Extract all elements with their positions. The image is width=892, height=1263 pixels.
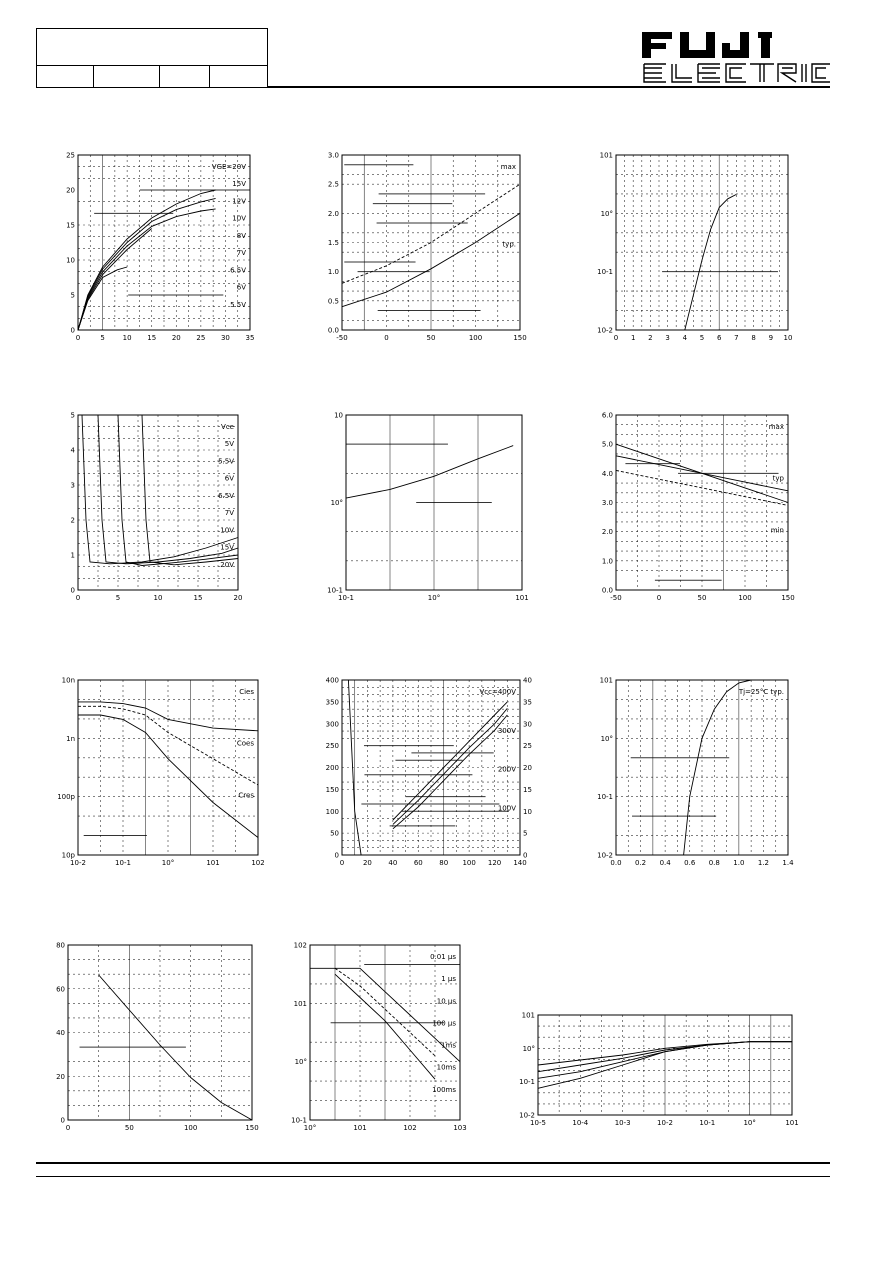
y-tick-label: 101 — [521, 1011, 535, 1020]
x-tick-label: 30 — [220, 334, 230, 342]
x-tick-label: 7 — [734, 334, 739, 342]
curve-label: 10V — [220, 526, 234, 535]
curve-label: 7V — [224, 509, 234, 518]
x-tick-label: 0 — [75, 334, 81, 342]
curve-label: 10 µs — [436, 997, 456, 1006]
series-line — [78, 198, 216, 330]
y-tick-label: 10-1 — [291, 1116, 307, 1125]
x-tick-label: 10-1 — [338, 594, 354, 602]
y2-tick-label: 35 — [523, 698, 532, 707]
x-tick-label: 10° — [743, 1119, 756, 1127]
chart-gate-charge — [316, 670, 536, 880]
y-tick-label: 60 — [56, 985, 65, 994]
x-tick-label: 10-1 — [115, 859, 131, 867]
y2-tick-label: 25 — [523, 742, 532, 751]
y-tick-label: 250 — [325, 742, 339, 751]
x-tick-label: 10-2 — [70, 859, 86, 867]
x-tick-label: 10 — [122, 334, 132, 342]
x-tick-label: 10° — [303, 1124, 317, 1132]
chart-safe-operating-area — [290, 935, 490, 1145]
y-tick-label: 3.0 — [601, 499, 613, 507]
x-tick-label: 10° — [161, 859, 175, 867]
x-tick-label: 120 — [487, 859, 502, 867]
chart-output-characteristics — [40, 145, 260, 355]
curve-label: Coes — [236, 739, 254, 748]
y-tick-label: 4 — [70, 446, 75, 455]
x-tick-label: 25 — [196, 334, 206, 342]
title-block — [36, 28, 268, 88]
y-tick-label: 150 — [325, 785, 339, 794]
y-tick-label: 10-1 — [519, 1078, 535, 1087]
y-tick-label: 101 — [599, 676, 613, 685]
curve-label: 6V — [224, 474, 234, 483]
x-tick-label: 102 — [251, 859, 265, 867]
curve-label: Vcc=400V — [479, 688, 516, 696]
y-tick-label: 10° — [600, 734, 613, 743]
y-tick-label: 10n — [61, 676, 75, 685]
curve-label: VGE=20V — [211, 163, 246, 171]
series-line — [78, 229, 152, 331]
x-tick-label: 140 — [513, 859, 527, 867]
curve-label: 1 µs — [441, 975, 456, 984]
curve-label: 15V — [232, 180, 246, 189]
x-tick-label: 50 — [697, 594, 707, 602]
x-tick-label: 0.4 — [659, 859, 671, 867]
y-tick-label: 10° — [522, 1044, 535, 1053]
curve-label: Cres — [238, 791, 254, 800]
x-tick-label: 1.2 — [757, 859, 769, 867]
x-tick-label: 102 — [403, 1124, 417, 1132]
x-tick-label: 2 — [648, 334, 653, 342]
x-tick-label: 15 — [147, 334, 157, 342]
y-tick-label: 50 — [330, 829, 339, 838]
curve-label: Cies — [239, 688, 254, 696]
x-tick-label: 150 — [245, 1124, 259, 1132]
x-tick-label: 10° — [427, 594, 441, 602]
x-tick-label: 103 — [453, 1124, 467, 1132]
x-tick-label: 0 — [384, 334, 389, 342]
curve-label: max — [500, 163, 516, 171]
curve-label: typ. — [502, 240, 516, 249]
y-tick-label: 6.0 — [601, 411, 613, 420]
y-tick-label: 101 — [293, 999, 307, 1008]
curve-label: 12V — [232, 197, 246, 206]
y2-tick-label: 0 — [523, 851, 528, 860]
curve-label: 100ms — [432, 1085, 456, 1094]
x-tick-label: 35 — [245, 334, 255, 342]
x-tick-label: 20 — [171, 334, 181, 342]
curve-label: max — [768, 423, 784, 431]
x-tick-label: 20 — [362, 859, 372, 867]
x-tick-label: 100 — [468, 334, 483, 342]
curve-label: 10ms — [436, 1063, 456, 1072]
y-tick-label: 5.0 — [601, 440, 613, 449]
x-tick-label: 5 — [100, 334, 105, 342]
series-line — [685, 194, 737, 330]
y-tick-label: 10° — [294, 1058, 307, 1067]
chart-transfer-characteristics — [590, 145, 810, 355]
y-tick-label: 0 — [334, 851, 339, 860]
title-block-top-cell — [37, 29, 267, 66]
y-tick-label: 10° — [600, 209, 613, 218]
y-tick-label: 1.0 — [601, 557, 613, 566]
series-line — [684, 680, 752, 855]
x-tick-label: 0 — [613, 334, 619, 342]
series-line — [82, 415, 238, 564]
chart-power-derating — [40, 935, 260, 1145]
curve-label: 8V — [236, 231, 246, 240]
x-tick-label: -50 — [336, 334, 348, 342]
title-block-cell — [159, 65, 210, 87]
x-tick-label: 100 — [738, 594, 752, 602]
y-tick-label: 0.0 — [327, 326, 339, 335]
y-tick-label: 5 — [70, 411, 75, 420]
curve-label: Vce — [221, 423, 234, 431]
y-tick-label: 2.0 — [601, 528, 613, 537]
y2-tick-label: 40 — [523, 676, 532, 685]
y-tick-label: 3 — [70, 481, 75, 490]
x-tick-label: 10-5 — [530, 1119, 546, 1127]
y-tick-label: 10° — [330, 499, 343, 507]
y-tick-label: 10-1 — [327, 586, 343, 595]
chart-threshold-vs-temperature — [590, 405, 810, 615]
y-tick-label: 5 — [70, 291, 75, 300]
y-tick-label: 2.0 — [327, 209, 339, 218]
y-tick-label: 10 — [66, 256, 75, 265]
y2-tick-label: 20 — [523, 764, 532, 772]
x-tick-label: 4 — [682, 334, 688, 342]
x-tick-label: 1 — [630, 334, 636, 342]
y2-tick-label: 5 — [523, 829, 528, 838]
curve-label: 7V — [236, 249, 246, 258]
curve-label: typ — [772, 474, 784, 483]
x-tick-label: 0.6 — [684, 859, 696, 867]
series-line — [393, 708, 507, 824]
y-tick-label: 0 — [70, 326, 75, 335]
y-tick-label: 1.0 — [327, 268, 339, 277]
chart-capacitance — [40, 670, 265, 880]
x-tick-label: 150 — [781, 594, 795, 602]
curve-label: 300V — [497, 726, 516, 735]
y-tick-label: 1 — [70, 551, 75, 560]
x-tick-label: 0.2 — [635, 859, 647, 867]
curve-label: 1ms — [441, 1041, 456, 1050]
curve-label: 6.5V — [230, 266, 246, 275]
y-tick-label: 2.5 — [327, 180, 339, 189]
y-tick-label: 0.0 — [601, 586, 613, 595]
x-tick-label: -50 — [610, 594, 622, 602]
x-tick-label: 101 — [785, 1119, 799, 1127]
y-tick-label: 25 — [66, 151, 75, 160]
curve-label: min — [770, 526, 784, 535]
x-tick-label: 10-1 — [699, 1119, 716, 1127]
curve-label: 6.5V — [218, 491, 234, 500]
y-tick-label: 300 — [325, 720, 339, 729]
curve-label: 6V — [236, 283, 246, 292]
y-tick-label: 0 — [70, 586, 75, 595]
x-tick-label: 1.4 — [782, 859, 794, 867]
x-tick-label: 10 — [153, 594, 163, 602]
x-tick-label: 0 — [75, 594, 81, 602]
curve-label: 20V — [220, 560, 234, 569]
series-line — [393, 702, 507, 820]
y-tick-label: 102 — [293, 941, 307, 950]
x-tick-label: 0 — [339, 859, 345, 867]
y2-tick-label: 10 — [523, 807, 532, 816]
x-tick-label: 101 — [206, 859, 220, 867]
y-tick-label: 100 — [325, 807, 339, 816]
y-tick-label: 10p — [61, 851, 75, 860]
curve-label: 10V — [232, 214, 246, 223]
series-line — [78, 209, 216, 330]
y-tick-label: 0.5 — [327, 297, 339, 306]
x-tick-label: 5 — [699, 334, 705, 342]
y-tick-label: 20 — [56, 1072, 65, 1081]
y-tick-label: 350 — [325, 698, 339, 707]
y-tick-label: 4.0 — [601, 469, 613, 478]
footer-rule — [36, 1176, 830, 1177]
y-tick-label: 1.5 — [327, 239, 339, 247]
x-tick-label: 101 — [515, 594, 529, 602]
series-line — [346, 446, 513, 499]
y-tick-label: 100p — [57, 793, 75, 802]
x-tick-label: 50 — [426, 334, 436, 342]
x-tick-label: 15 — [193, 594, 203, 602]
x-tick-label: 80 — [439, 859, 449, 867]
y-tick-label: 40 — [56, 1029, 65, 1037]
x-tick-label: 8 — [751, 334, 756, 342]
y-tick-label: 10 — [334, 411, 343, 420]
y-tick-label: 3.0 — [327, 151, 339, 160]
curve-label: 100 µs — [432, 1019, 456, 1028]
title-block-cell — [209, 65, 267, 87]
curve-label: 200V — [497, 765, 516, 774]
x-tick-label: 40 — [388, 859, 398, 867]
y2-tick-label: 15 — [523, 785, 532, 794]
x-tick-label: 100 — [462, 859, 476, 867]
curve-label: 100V — [497, 804, 516, 813]
y-tick-label: 400 — [325, 676, 339, 685]
footer-rule — [36, 1162, 830, 1164]
y-tick-label: 200 — [325, 764, 339, 772]
y-tick-label: 80 — [56, 941, 65, 950]
chart-log-characteristic — [316, 405, 536, 615]
chart-transient-thermal-impedance — [510, 1005, 800, 1145]
x-tick-label: 0 — [656, 594, 662, 602]
curve-label: 5.5V — [218, 457, 234, 466]
curve-label: 0.01 µs — [430, 953, 456, 961]
fuji-electric-logo — [640, 30, 830, 86]
y-tick-label: 2 — [70, 516, 75, 525]
y-tick-label: 20 — [66, 186, 75, 195]
x-tick-label: 0.0 — [610, 859, 622, 867]
x-tick-label: 5 — [115, 594, 121, 602]
y-tick-label: 15 — [66, 221, 75, 230]
x-tick-label: 101 — [353, 1124, 367, 1132]
x-tick-label: 60 — [413, 859, 423, 867]
x-tick-label: 1.0 — [733, 859, 745, 867]
y-tick-label: 10-2 — [519, 1111, 535, 1120]
chart-diode-forward — [590, 670, 810, 880]
x-tick-label: 0.8 — [708, 859, 720, 867]
y-tick-label: 1n — [66, 734, 75, 743]
x-tick-label: 20 — [233, 594, 243, 602]
chart-vce-sat-vs-temperature — [316, 145, 536, 355]
x-tick-label: 6 — [716, 334, 722, 342]
title-block-cell — [93, 65, 160, 87]
y-tick-label: 10-2 — [597, 851, 613, 860]
curve-label: 5.5V — [230, 300, 246, 309]
curve-label: 5V — [224, 440, 234, 449]
x-tick-label: 10-2 — [657, 1119, 673, 1127]
title-block-cell — [37, 65, 94, 87]
x-tick-label: 10-4 — [572, 1119, 589, 1127]
x-tick-label: 9 — [768, 334, 774, 342]
curve-label: Tj=25°C typ. — [738, 688, 784, 696]
x-tick-label: 3 — [665, 334, 670, 342]
chart-vce-vs-vge — [40, 405, 260, 615]
y-tick-label: 10-1 — [597, 268, 613, 277]
x-tick-label: 10 — [783, 334, 793, 342]
y2-tick-label: 30 — [523, 720, 532, 729]
x-tick-label: 0 — [65, 1124, 71, 1132]
y-tick-label: 101 — [599, 151, 613, 160]
curve-label: 15V — [220, 543, 234, 552]
y-tick-label: 10-1 — [597, 793, 613, 802]
y-tick-label: 0 — [60, 1116, 65, 1125]
header-rule — [268, 86, 830, 88]
y-tick-label: 10-2 — [597, 326, 613, 335]
x-tick-label: 50 — [124, 1124, 134, 1132]
x-tick-label: 10-3 — [614, 1119, 631, 1127]
x-tick-label: 100 — [183, 1124, 198, 1132]
x-tick-label: 150 — [513, 334, 527, 342]
